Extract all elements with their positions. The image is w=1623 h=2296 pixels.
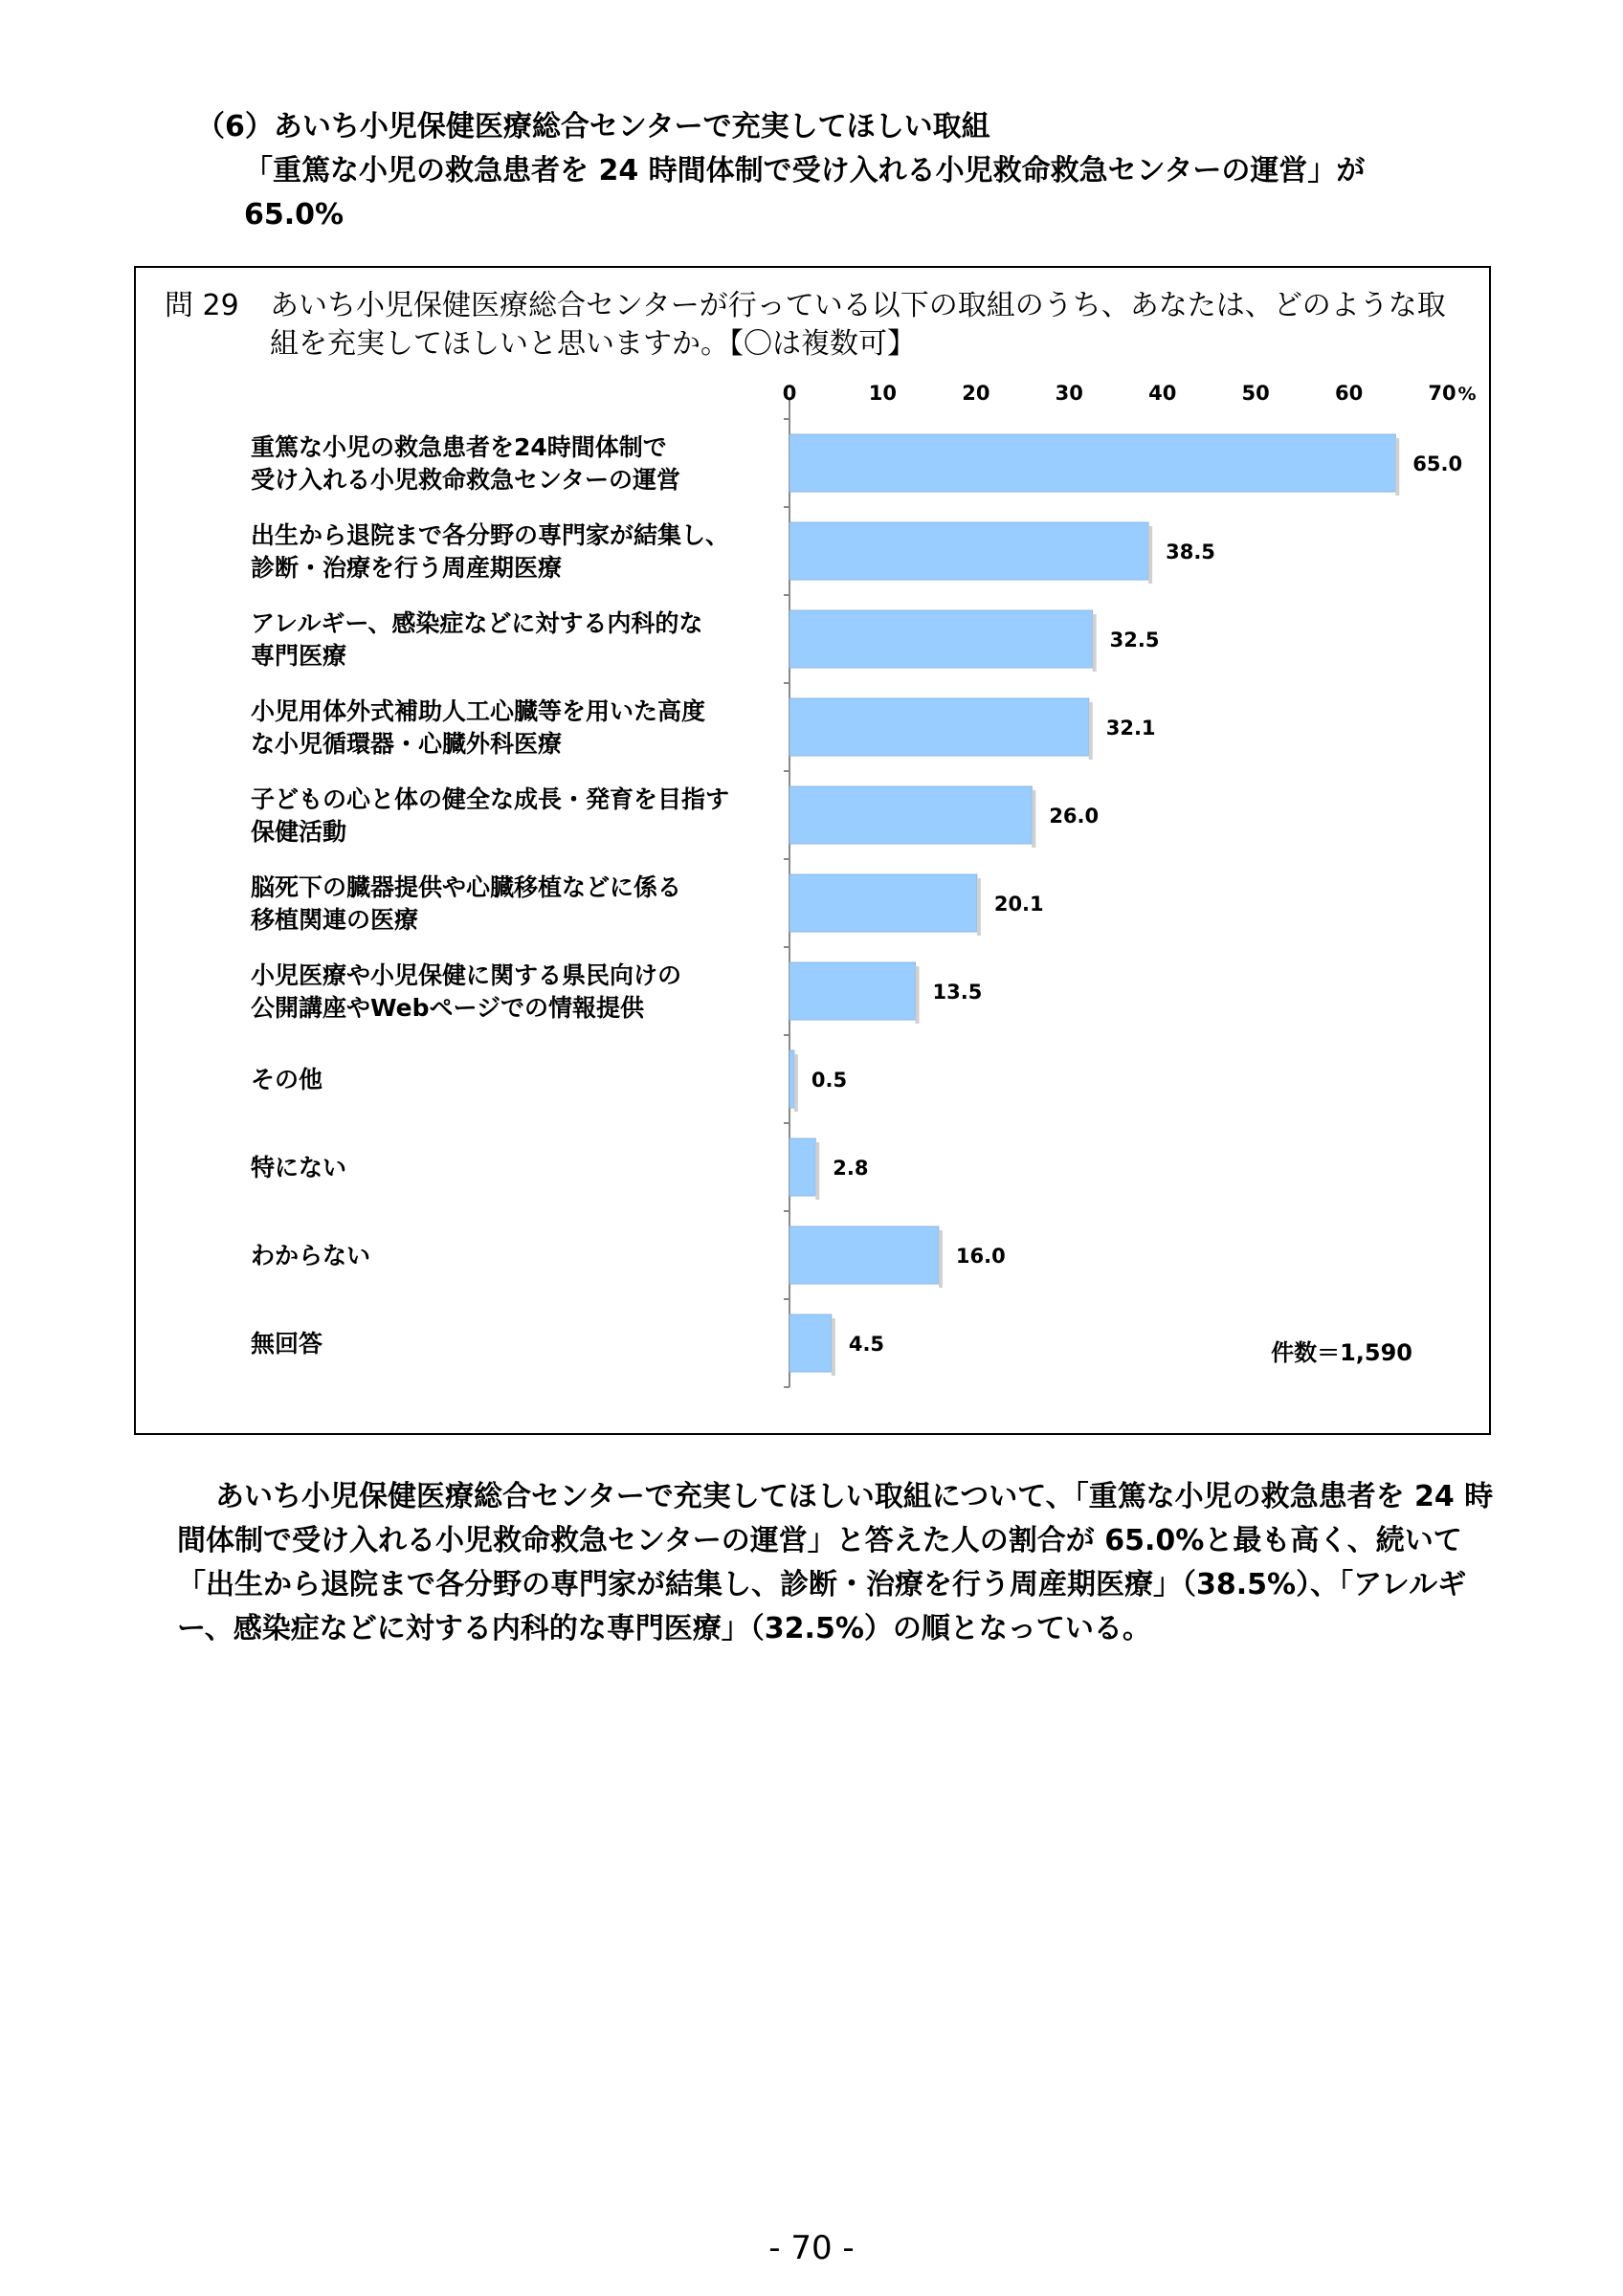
category-label: 専門医療 [251,642,347,670]
category-label: 移植関連の医療 [251,906,419,934]
bar [789,698,1089,756]
bar [789,962,916,1020]
bar-shadow [1148,526,1152,584]
data-label: 2.8 [833,1157,869,1180]
data-label: 20.1 [993,893,1044,916]
bar [789,610,1093,668]
category-label: 特にない [251,1154,347,1181]
category-label: 小児医療や小児保健に関する県民向けの [251,961,682,989]
bar-shadow [1032,790,1035,848]
bar [789,1314,832,1372]
summary-paragraph: あいち小児保健医療総合センターで充実してほしい取組について、「重篤な小児の救急患者を 24 時間体制で受け入れる小児救命救急センターの運営」と答えた人の割合が 65.0%と最も高く、続いて「出生から退院まで各分野の専門家が結集し、診断・治療を行う周産期医療」（38.5%）、「アレルギー、感染症などに対する内科的な専門医療」（32.5%）の順となっている。 [177,1480,1494,1645]
page-number: - 70 - [768,2229,855,2267]
category-label: 出生から退院まで各分野の専門家が結集し、 [251,521,730,549]
category-label: その他 [251,1066,323,1093]
section-heading [196,105,1365,237]
x-tick-label: 60 [1334,382,1364,405]
x-tick-label: 20 [962,382,990,405]
bar [789,1226,939,1284]
chart-frame [134,266,1491,1435]
x-tick-label: 50 [1241,382,1270,405]
bar-shadow [794,1054,798,1112]
bar-shadow [1089,702,1093,760]
x-tick-label: 40 [1148,382,1177,405]
bar-shadow [977,878,981,936]
category-label: 脳死下の臓器提供や心臓移植などに係る [251,873,682,901]
bar [789,522,1148,580]
category-label: 受け入れる小児救命救急センターの運営 [251,466,681,494]
category-label: 公開講座やWebページでの情報提供 [251,994,645,1022]
data-label: 16.0 [955,1245,1006,1268]
x-unit-label: % [1457,384,1477,405]
bar-shadow [815,1142,819,1200]
data-label: 0.5 [811,1069,848,1092]
question-number: 問 29 [165,289,239,322]
heading-line-3: 65.0% [244,198,345,232]
data-label: 38.5 [1166,541,1215,563]
bar [789,874,977,932]
data-label: 13.5 [932,981,983,1004]
data-label: 32.5 [1109,629,1160,651]
x-tick-label: 70 [1428,382,1456,405]
bar [789,1050,794,1108]
category-label: 診断・治療を行う周産期医療 [251,554,563,582]
category-label: 子どもの心と体の健全な成長・発育を目指す [251,785,730,813]
x-tick-label: 10 [868,382,898,405]
bar-shadow [1093,614,1097,672]
bar-shadow [916,966,920,1024]
x-tick-label: 30 [1055,382,1083,405]
category-label: わからない [251,1242,371,1269]
bar-shadow [832,1318,835,1376]
category-label: 無回答 [251,1330,323,1358]
heading-line-1: （6）あいち小児保健医療総合センターで充実してほしい取組 [196,110,990,144]
bar-shadow [1395,438,1399,496]
bar [789,434,1395,492]
category-label: 重篤な小児の救急患者を24時間体制で [251,433,667,461]
category-label: 小児用体外式補助人工心臓等を用いた高度 [251,697,706,725]
data-label: 4.5 [848,1333,885,1356]
bar [789,786,1032,844]
question-text: あいち小児保健医療総合センターが行っている以下の取組のうち、あなたは、どのような取組を充実してほしいと思いますか。【〇は複数可】 [270,289,1446,361]
data-label: 32.1 [1105,717,1156,740]
sample-count: 件数＝1,590 [1271,1339,1412,1366]
x-tick-label: 0 [782,382,797,405]
data-label: 65.0 [1412,453,1463,475]
bar-chart [136,268,1489,1433]
category-label: アレルギー、感染症などに対する内科的な [251,609,703,637]
bar [789,1138,815,1196]
heading-line-2: 「重篤な小児の救急患者を 24 時間体制で受け入れる小児救命救急センターの運営」が [244,154,1366,188]
category-label: 保健活動 [251,818,347,846]
category-label: な小児循環器・心臓外科医療 [251,730,563,758]
data-label: 26.0 [1049,805,1100,828]
bar-shadow [939,1230,943,1288]
